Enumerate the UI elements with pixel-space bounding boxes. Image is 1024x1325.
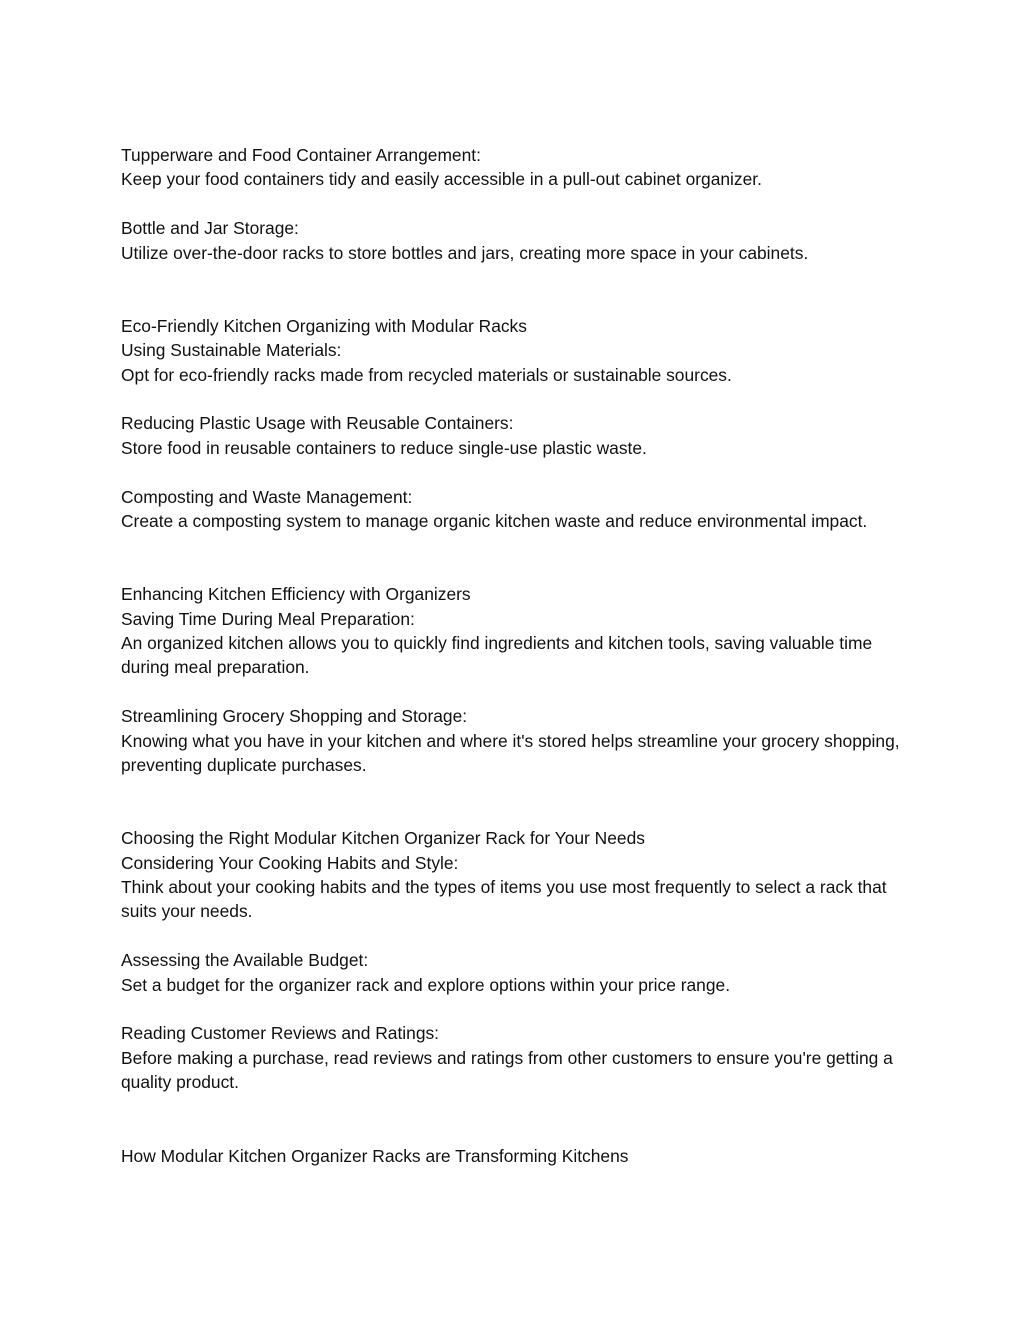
item-heading: Composting and Waste Management: xyxy=(121,486,413,507)
item-heading: Tupperware and Food Container Arrangement: xyxy=(121,145,481,165)
item-text: Opt for eco-friendly racks made from recycled materials or sustainable sources. xyxy=(121,364,732,385)
item-text: An organized kitchen allows you to quickly find ingredients and kitchen tools, saving valuable time during meal preparation. xyxy=(121,633,873,678)
item-text: Think about your cooking habits and the types of items you use most frequently to select a rack that suits your needs. xyxy=(121,877,887,922)
item-heading: Reducing Plastic Usage with Reusable Containers: xyxy=(121,413,514,434)
spacer xyxy=(121,265,911,314)
item-heading: Using Sustainable Materials: xyxy=(121,340,342,361)
item-text: Utilize over-the-door racks to store bottles and jars, creating more space in your cabinets. xyxy=(121,242,809,263)
item-heading: Saving Time During Meal Preparation: xyxy=(121,608,415,629)
spacer xyxy=(121,460,911,484)
section-title: Eco-Friendly Kitchen Organizing with Modular Racks xyxy=(121,315,527,336)
spacer xyxy=(121,192,911,216)
item-heading: Reading Customer Reviews and Ratings: xyxy=(121,1023,440,1044)
spacer xyxy=(121,1095,911,1144)
item-heading: Bottle and Jar Storage: xyxy=(121,218,299,239)
item-heading: Assessing the Available Budget: xyxy=(121,950,369,971)
spacer xyxy=(121,777,911,826)
spacer xyxy=(121,680,911,704)
document-page xyxy=(121,143,911,1168)
section-title: Choosing the Right Modular Kitchen Organizer Rack for Your Needs xyxy=(121,828,645,849)
spacer xyxy=(121,924,911,948)
spacer xyxy=(121,533,911,582)
item-text: Set a budget for the organizer rack and explore options within your price range. xyxy=(121,974,731,995)
section-title: Enhancing Kitchen Efficiency with Organizers xyxy=(121,584,471,605)
item-text: Store food in reusable containers to reduce single-use plastic waste. xyxy=(121,437,647,458)
section-title: How Modular Kitchen Organizer Racks are Transforming Kitchens xyxy=(121,1145,629,1166)
item-text: Create a composting system to manage organic kitchen waste and reduce environmental impact. xyxy=(121,511,868,532)
spacer xyxy=(121,387,911,411)
item-heading: Streamlining Grocery Shopping and Storage: xyxy=(121,706,468,727)
item-text: Knowing what you have in your kitchen and where it's stored helps streamline your grocery shopping, preventing duplicate purchases. xyxy=(121,730,900,776)
spacer xyxy=(121,997,911,1021)
item-text: Before making a purchase, read reviews and ratings from other customers to ensure you're getting a quality product. xyxy=(121,1047,893,1093)
item-text: Keep your food containers tidy and easily accessible in a pull-out cabinet organizer. xyxy=(121,169,762,190)
item-heading: Considering Your Cooking Habits and Style: xyxy=(121,852,459,873)
